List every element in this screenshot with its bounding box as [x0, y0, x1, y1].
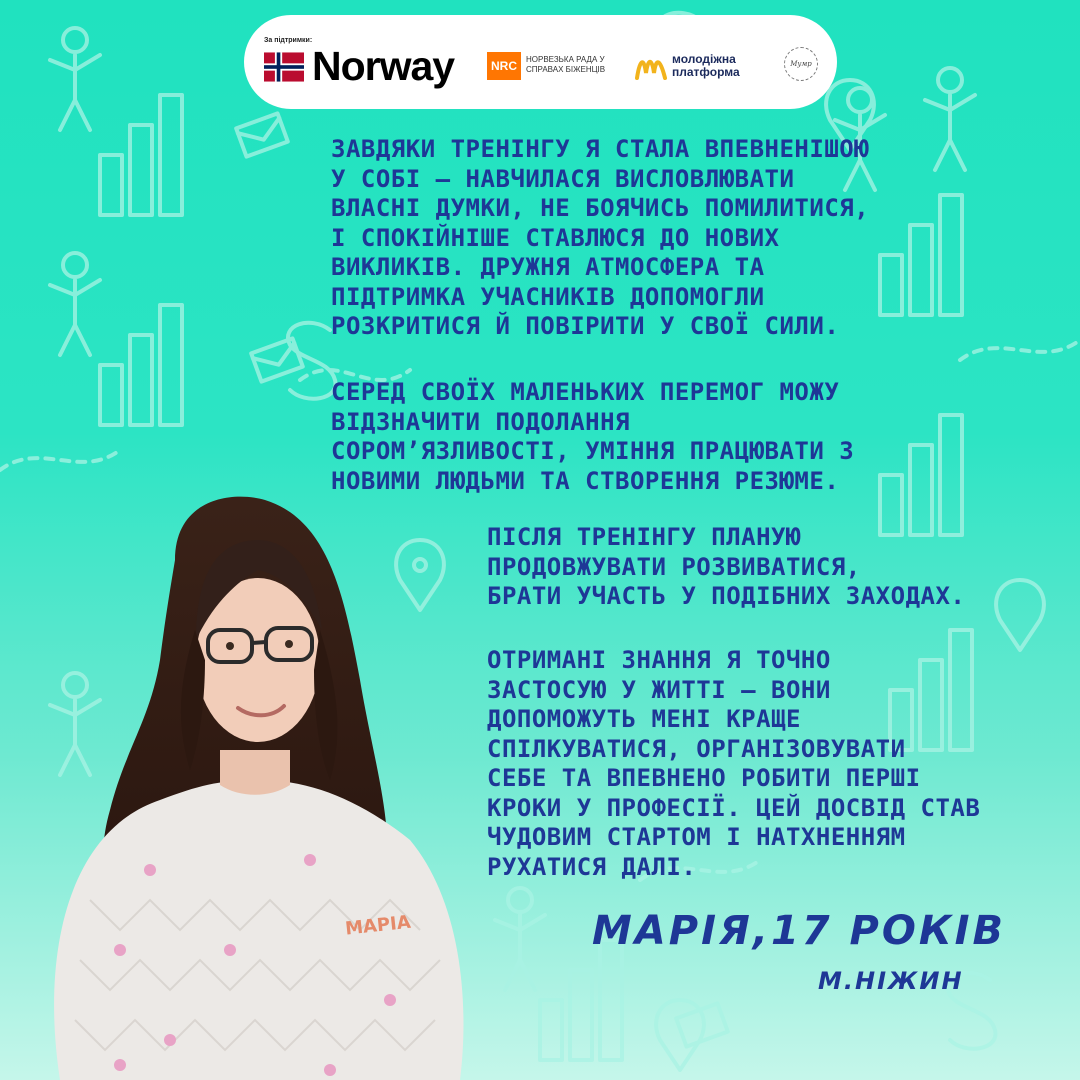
testimonial-paragraph-3: ПІСЛЯ ТРЕНІНГУ ПЛАНУЮ ПРОДОВЖУВАТИ РОЗВИВАТИСЯ, БРАТИ УЧАСТЬ У ПОДІБНИХ ЗАХОДАХ.	[487, 523, 966, 610]
author-city: М.НІЖИН	[818, 967, 964, 995]
sweater-name-tag: MAPIA	[344, 911, 412, 940]
nrc-name: НОРВЕЗЬКА РАДА У СПРАВАХ БІЖЕНЦІВ	[526, 55, 606, 74]
norway-wordmark: Norway	[312, 43, 455, 89]
norway-flag-icon	[264, 51, 304, 83]
sponsor-bar	[244, 15, 837, 109]
nrc-logo: NRC	[487, 52, 521, 80]
portrait-photo	[0, 480, 480, 1080]
author-name: МАРІЯ,17 РОКІВ	[592, 908, 1006, 954]
supported-by-label: За підтримки:	[264, 37, 313, 44]
youth-platform-name: молодіжна платформа	[672, 52, 740, 79]
circle-logo: Mумр	[784, 47, 818, 81]
youth-platform-icon	[634, 53, 668, 83]
testimonial-paragraph-2: СЕРЕД СВОЇХ МАЛЕНЬКИХ ПЕРЕМОГ МОЖУ ВІДЗНАЧИТИ ПОДОЛАННЯ СОРОМ’ЯЗЛИВОСТІ, УМІННЯ ПРАЦЮВАТИ З НОВИМИ ЛЮДЬМИ ТА СТВОРЕННЯ РЕЗЮМЕ.	[331, 378, 855, 495]
testimonial-paragraph-4: ОТРИМАНІ ЗНАННЯ Я ТОЧНО ЗАСТОСУЮ У ЖИТТІ — ВОНИ ДОПОМОЖУТЬ МЕНІ КРАЩЕ СПІЛКУВАТИСЯ, ОРГАНІЗОВУВАТИ СЕБЕ ТА ВПЕВНЕНО РОБИТИ ПЕРШІ КРОКИ У ПРОФЕСІЇ. ЦЕЙ ДОСВІД СТАВ ЧУДОВИМ СТАРТОМ І НАТХНЕННЯМ РУХАТИСЯ ДАЛІ.	[487, 646, 981, 881]
testimonial-paragraph-1: ЗАВДЯКИ ТРЕНІНГУ Я СТАЛА ВПЕВНЕНІШОЮ У СОБІ — НАВЧИЛАСЯ ВИСЛОВЛЮВАТИ ВЛАСНІ ДУМКИ, НЕ БОЯЧИСЬ ПОМИЛИТИСЯ, І СПОКІЙНІШЕ СТАВЛЮСЯ ДО НОВИХ ВИКЛИКІВ. ДРУЖНЯ АТМОСФЕРА ТА ПІДТРИМКА УЧАСНИКІВ ДОПОМОГЛИ РОЗКРИТИСЯ Й ПОВІРИТИ У СВОЇ СИЛИ.	[331, 135, 870, 340]
